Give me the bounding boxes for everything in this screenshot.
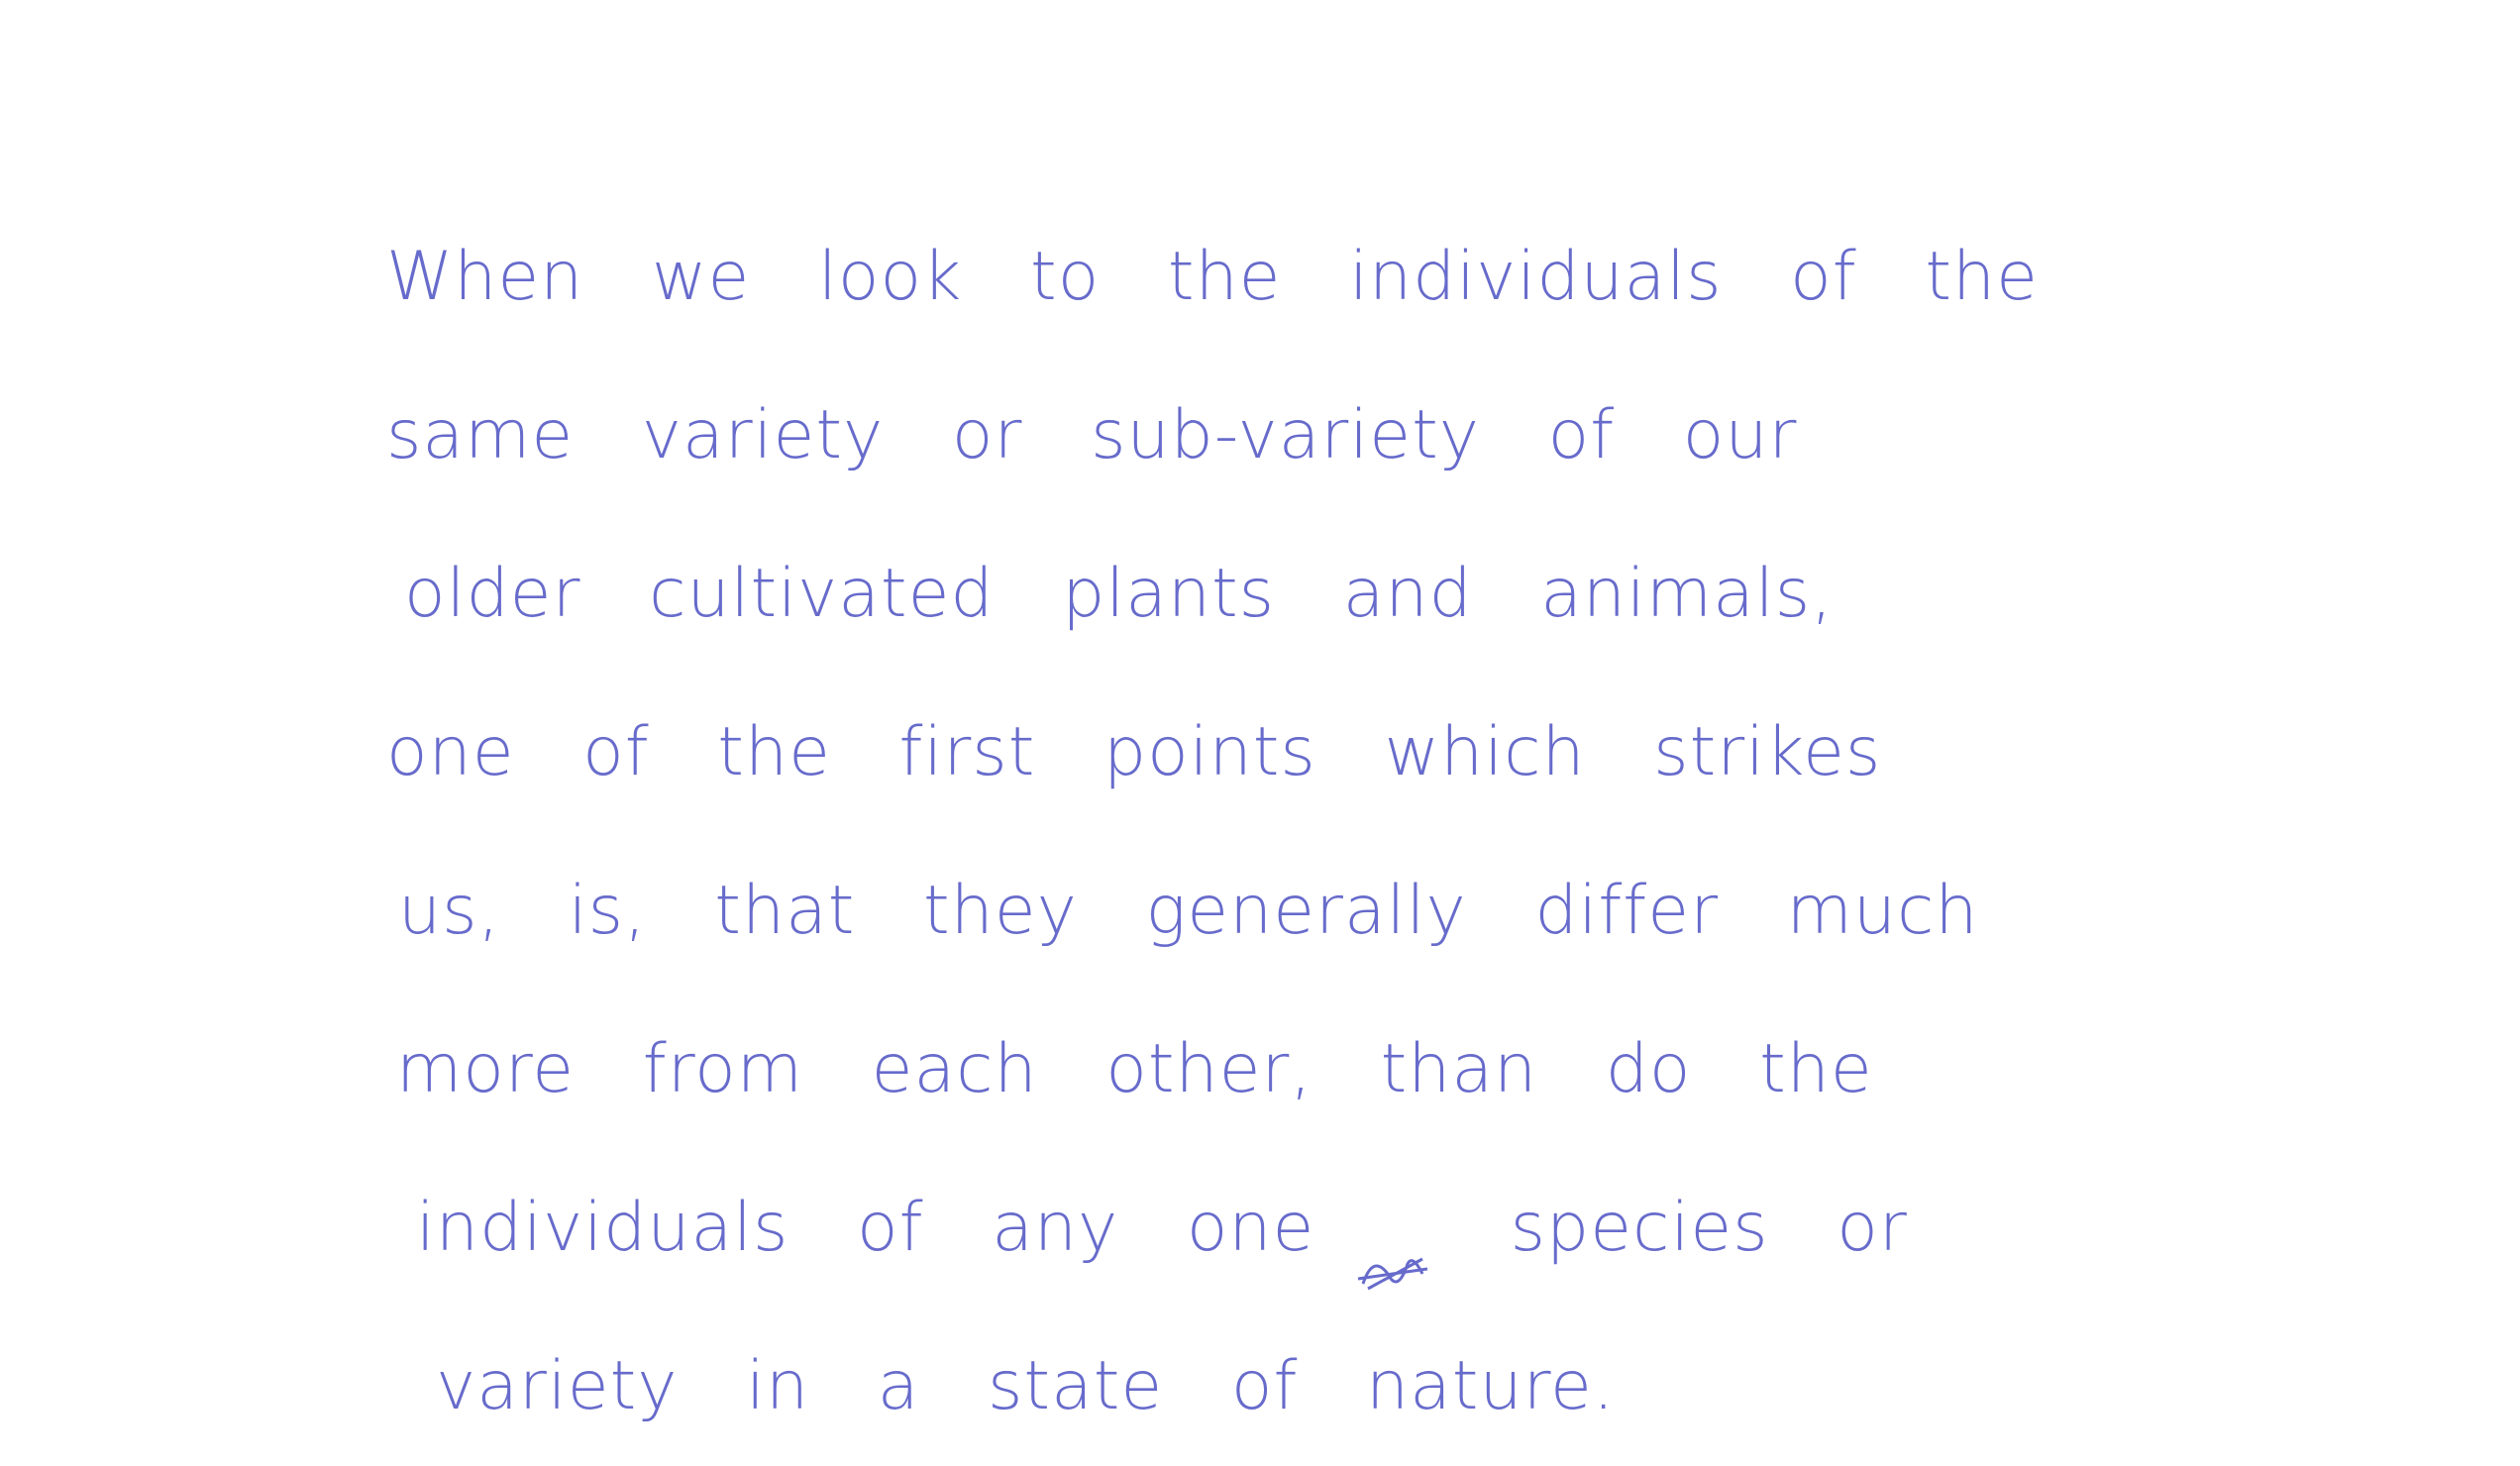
text-line-2: same variety or sub-variety of our	[386, 396, 1798, 474]
crossed-out-word	[1353, 1203, 1432, 1262]
text-line-4: one of the first points which strikes	[386, 713, 1882, 791]
text-line-7	[386, 1149, 2268, 1308]
text-line-3: older cultivated plants and animals,	[404, 555, 1834, 633]
text-line-1: When we look to the individuals of the	[386, 238, 2039, 316]
handwritten-text-block	[386, 198, 2268, 1466]
text-line-7-end: species or	[1510, 1189, 1908, 1267]
strikethrough-scribble-icon	[1353, 1244, 1432, 1304]
text-line-5: us, is, that they generally differ much	[398, 872, 1979, 950]
text-line-6: more from each other, than do the	[396, 1030, 1873, 1108]
text-line-7-start: individuals of any one	[416, 1189, 1315, 1267]
text-line-8: variety in a state of nature.	[436, 1347, 1616, 1425]
